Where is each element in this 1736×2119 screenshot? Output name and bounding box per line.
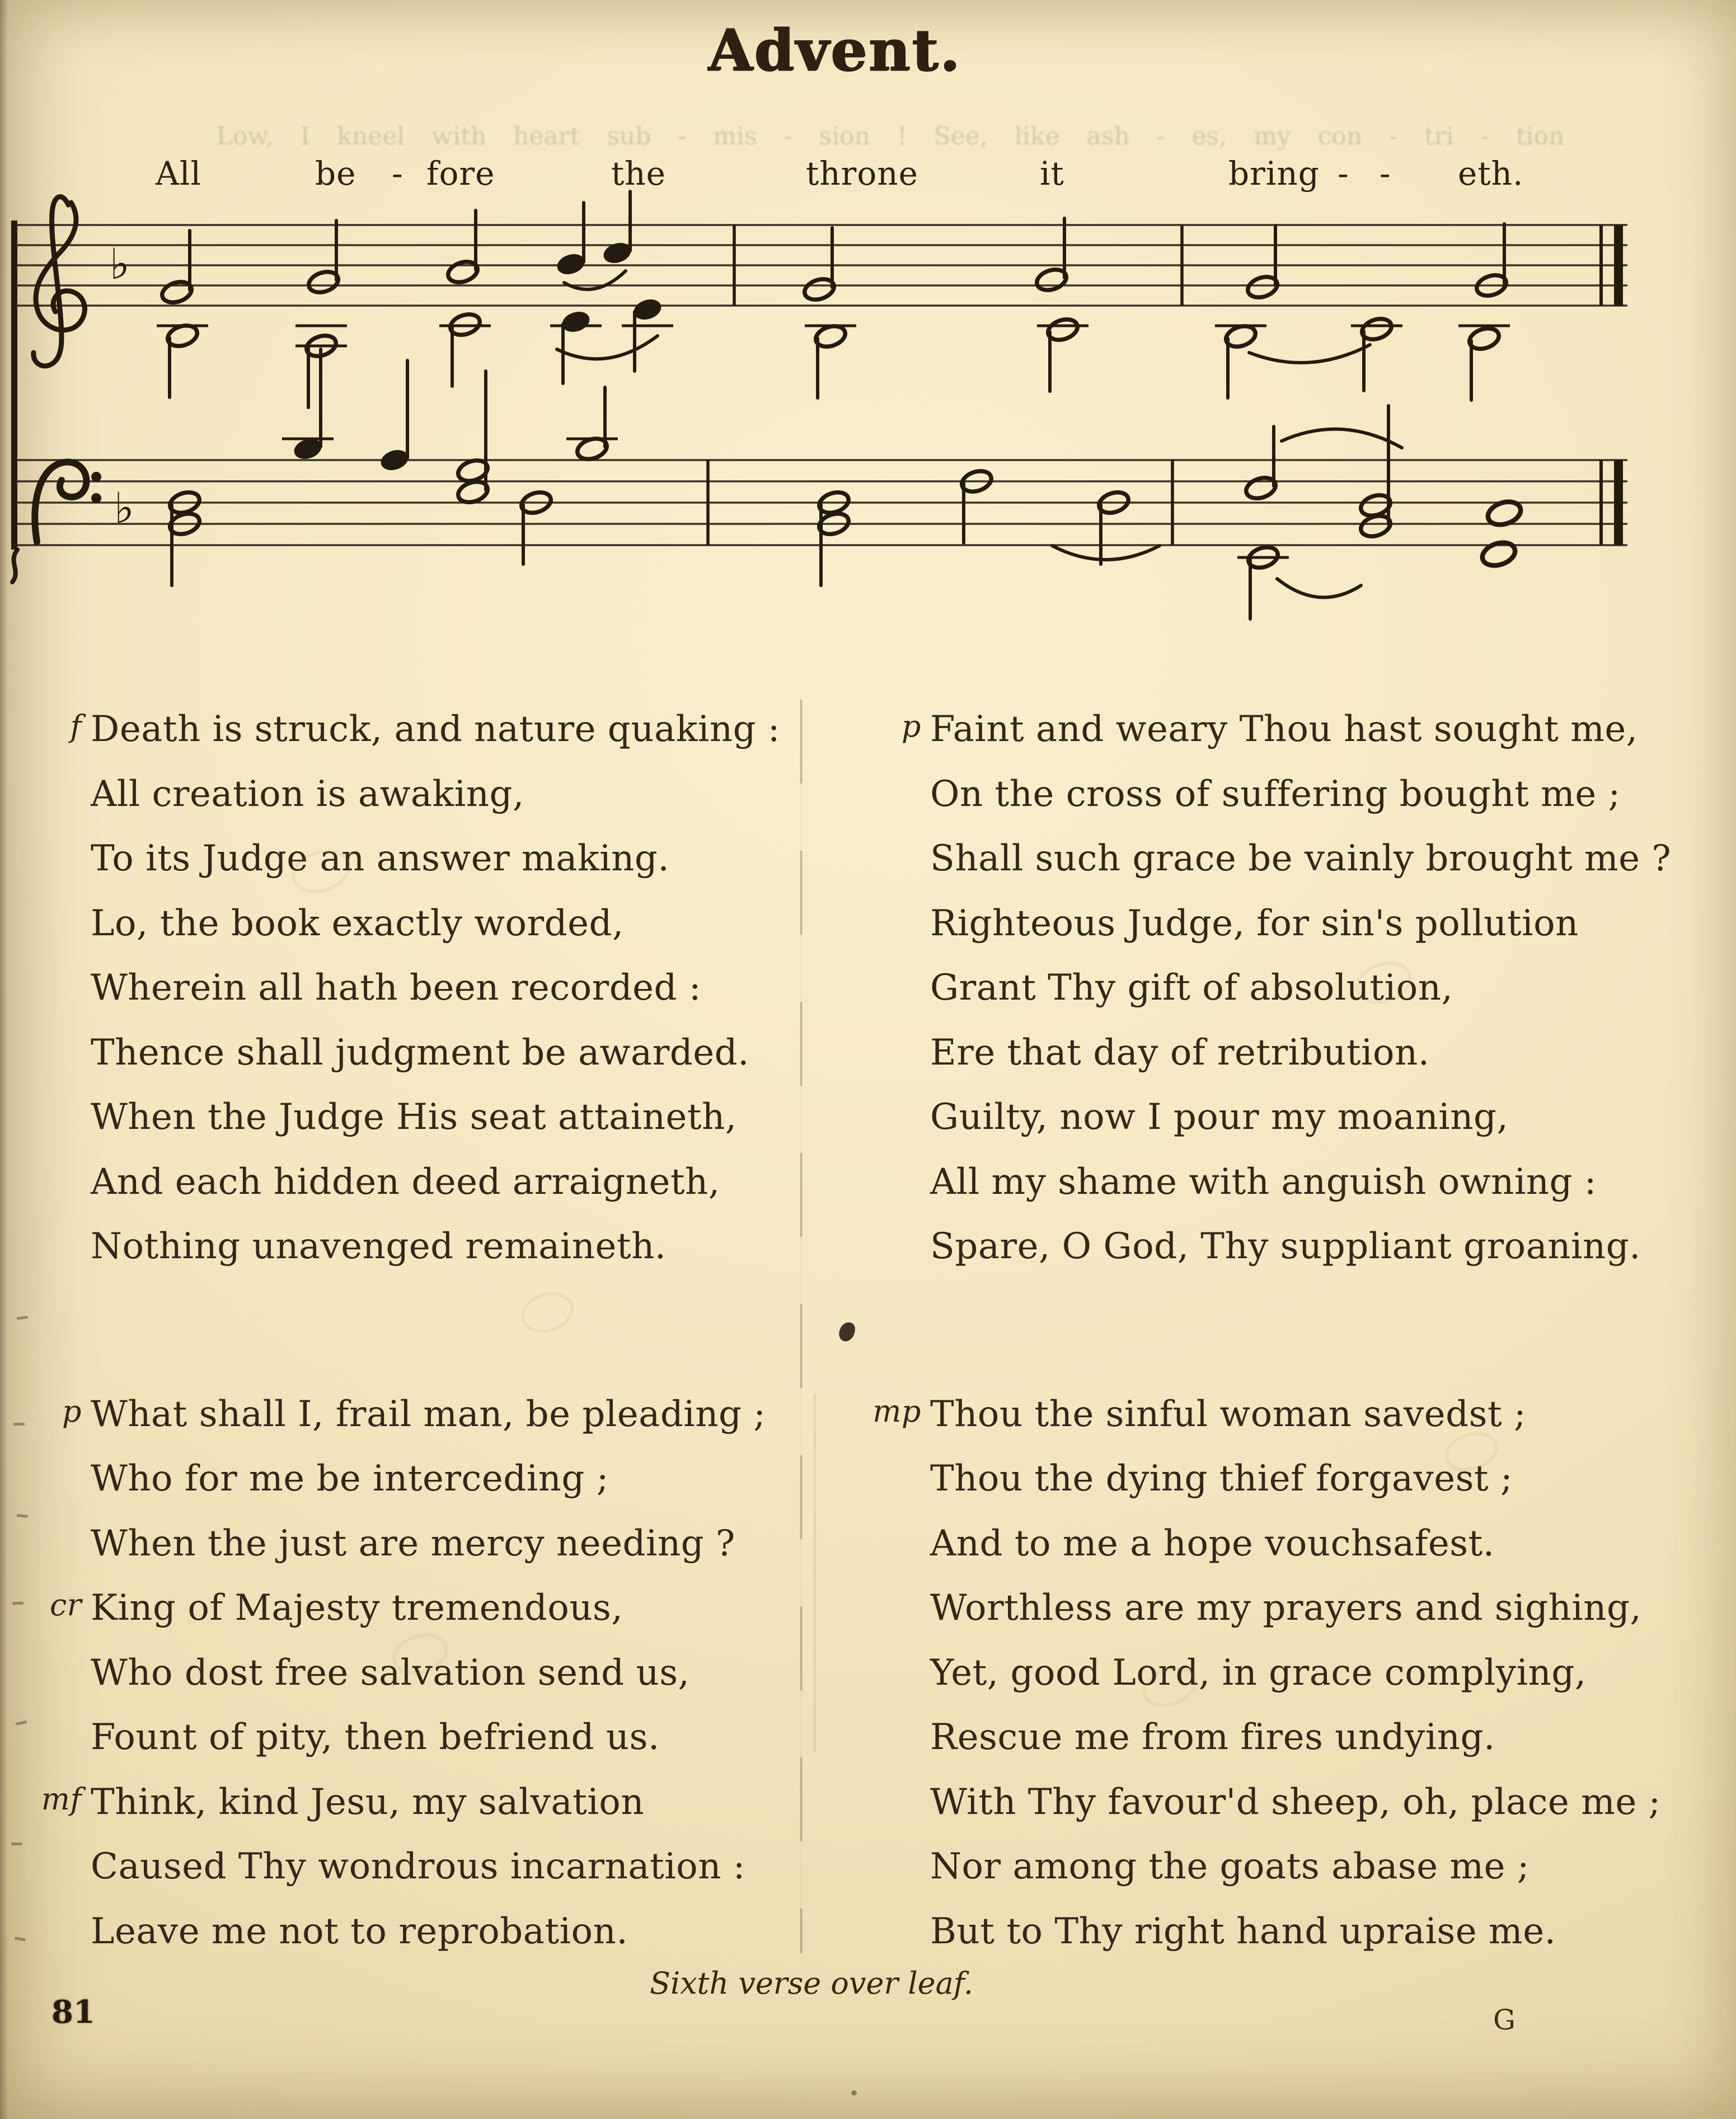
- dynamic-marking: f: [70, 709, 82, 744]
- lyric-syllable: -: [1338, 154, 1349, 193]
- page-artifact: [11, 1843, 22, 1845]
- verse-text: King of Majesty tremendous,: [91, 1587, 623, 1629]
- dynamic-marking: p: [62, 1393, 82, 1429]
- bass-clef-dot: [91, 472, 101, 482]
- verse-text: With Thy favour'd sheep, oh, place me ;: [930, 1781, 1661, 1823]
- verse-text: Thou the sinful woman savedst ;: [930, 1393, 1527, 1435]
- lyric-syllable: be: [315, 154, 356, 193]
- verse-text: Faint and weary Thou hast sought me,: [930, 709, 1638, 750]
- system-bracket-tail: [12, 550, 17, 582]
- quarter-notehead: [560, 309, 592, 334]
- lyric-syllable: the: [611, 154, 666, 193]
- system-barline: [11, 221, 17, 550]
- verse-text: Worthless are my prayers and sighing,: [930, 1587, 1642, 1629]
- bleedthrough-text: Low, I kneel with heart sub - mis - sion ! See, like ash - es, my con - tri - tion: [216, 122, 1565, 151]
- verse-text: Think, kind Jesu, my salvation: [91, 1781, 645, 1823]
- lyric-syllable: -: [392, 154, 403, 193]
- slur: [1249, 345, 1370, 363]
- quarter-notehead: [632, 297, 663, 322]
- lyric-syllable: it: [1040, 154, 1064, 193]
- verse-text: Ere that day of retribution.: [930, 1032, 1430, 1073]
- verse-text: When the Judge His seat attaineth,: [91, 1096, 737, 1138]
- column-divider-crease-2: [814, 1394, 815, 1752]
- lyric-syllable: bring: [1228, 154, 1320, 193]
- page-artifact: [13, 1423, 25, 1426]
- verse-text: Caused Thy wondrous incarnation :: [91, 1846, 745, 1887]
- page-artifact: [12, 1602, 24, 1605]
- dynamic-marking: p: [901, 709, 921, 744]
- printer-signature: G: [1493, 2004, 1516, 2036]
- dynamic-marking: mf: [41, 1781, 82, 1817]
- quarter-notehead: [379, 447, 410, 472]
- verse-text: All my shame with anguish owning :: [930, 1161, 1597, 1203]
- verse-text: Grant Thy gift of absolution,: [930, 967, 1453, 1009]
- verse-text: Yet, good Lord, in grace complying,: [930, 1652, 1587, 1694]
- verse-text: Thence shall judgment be awarded.: [91, 1032, 749, 1073]
- lyric-syllable: fore: [426, 154, 495, 193]
- quarter-notehead: [602, 240, 633, 265]
- lyric-syllable: All: [156, 154, 201, 193]
- dynamic-marking: mp: [872, 1393, 921, 1429]
- whole-notehead: [1480, 539, 1518, 570]
- slur: [1052, 546, 1160, 560]
- flat-sign: ♭: [110, 239, 130, 289]
- verse-text: Who for me be interceding ;: [91, 1458, 609, 1499]
- verse-text: Nothing unavenged remaineth.: [91, 1226, 667, 1267]
- dynamic-marking: cr: [49, 1587, 82, 1623]
- bass-clef-dot: [91, 493, 101, 503]
- quarter-notehead: [555, 251, 587, 276]
- footer-note: Sixth verse over leaf.: [649, 1966, 974, 2001]
- slur: [557, 336, 658, 359]
- verse-text: But to Thy right hand upraise me.: [930, 1910, 1556, 1952]
- verse-text: Wherein all hath been recorded :: [91, 967, 701, 1009]
- verse-text: Spare, O God, Thy suppliant groaning.: [930, 1226, 1641, 1267]
- verse-text: All creation is awaking,: [91, 773, 524, 815]
- column-divider-crease: [800, 700, 802, 1953]
- slur: [564, 271, 626, 289]
- verse-text: What shall I, frail man, be pleading ;: [91, 1393, 766, 1435]
- verse-text: Guilty, now I pour my moaning,: [930, 1096, 1509, 1138]
- lyric-syllable: throne: [806, 154, 918, 193]
- verse-text: Who dost free salvation send us,: [91, 1652, 690, 1694]
- final-barline-thick: [1614, 460, 1623, 545]
- lyric-syllable: -: [1380, 154, 1391, 193]
- verse-text: Thou the dying thief forgavest ;: [930, 1458, 1513, 1499]
- slur: [1282, 429, 1402, 448]
- verse-text: Righteous Judge, for sin's pollution: [930, 902, 1579, 944]
- page-number: 81: [51, 1994, 95, 2031]
- verse-text: On the cross of suffering bought me ;: [930, 773, 1621, 815]
- verse-text: Fount of pity, then befriend us.: [91, 1717, 660, 1758]
- final-barline-thick: [1614, 225, 1623, 306]
- final-barline-thin: [1599, 225, 1603, 306]
- final-barline-thin: [1599, 460, 1603, 545]
- verse-text: And each hidden deed arraigneth,: [91, 1161, 720, 1203]
- verse-text: And to me a hope vouchsafest.: [930, 1522, 1495, 1564]
- flat-sign: ♭: [114, 483, 134, 533]
- ink-speck: [851, 2090, 857, 2095]
- verse-text: Rescue me from fires undying.: [930, 1717, 1495, 1758]
- verse-text: Lo, the book exactly worded,: [91, 902, 624, 944]
- verse-text: When the just are mercy needing ?: [91, 1522, 735, 1564]
- verse-text: Leave me not to reprobation.: [91, 1910, 628, 1952]
- verse-text: Nor among the goats abase me ;: [930, 1846, 1529, 1887]
- lyric-syllable: eth.: [1458, 154, 1524, 193]
- slur: [1277, 579, 1361, 597]
- page-title: Advent.: [707, 17, 961, 84]
- verse-text: Shall such grace be vainly brought me ?: [930, 838, 1672, 879]
- verse-text: Death is struck, and nature quaking :: [91, 709, 780, 750]
- verse-text: To its Judge an answer making.: [91, 838, 670, 879]
